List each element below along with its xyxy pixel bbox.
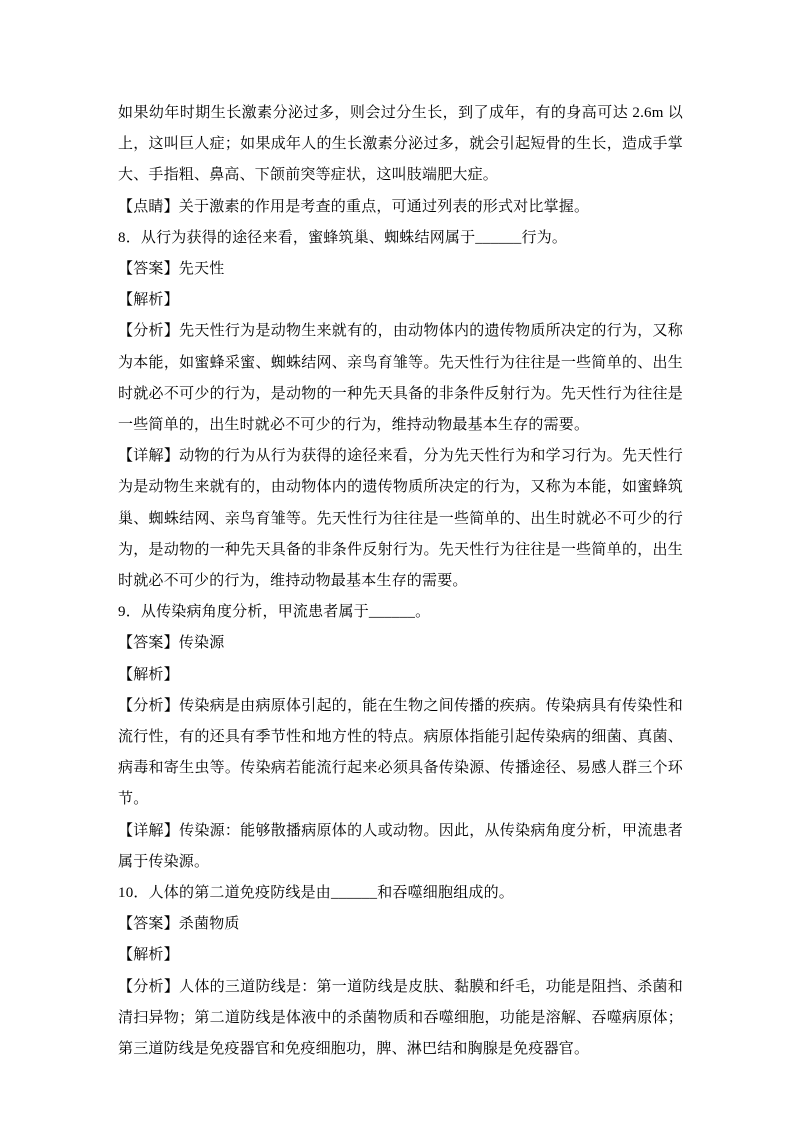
q9-answer-paragraph: 【答案】传染源: [118, 635, 225, 652]
q8-answer-paragraph: 【答案】先天性: [118, 261, 225, 278]
q8-detail-paragraph: 【详解】动物的行为从行为获得的途径来看，分为先天性行为和学习行为。先天性行为是动物生来就有的，由动物体内的遗传物质所决定的行为，又称为本能，如蜜蜂筑巢、蜘蛛结网、亲鸟育雏等。先天性行为往往是一些简单的、出生时就必不可少的行为，是动物的一种先天具备的非条件反射行为。先天性行为往往是一些简单的，出生时就必不可少的行为，维持动物最基本生存的需要。: [118, 448, 683, 590]
q8-analysis-label-paragraph: 【解析】: [118, 292, 179, 309]
q10-answer-paragraph: 【答案】杀菌物质: [118, 916, 240, 933]
q9-detail-paragraph: 【详解】传染源：能够散播病原体的人或动物。因此，从传染病角度分析，甲流患者属于传染源。: [118, 822, 683, 870]
q10-analysis-label-paragraph: 【解析】: [118, 947, 179, 964]
document-text-area: [118, 98, 683, 1065]
q8-question-paragraph: 8．从行为获得的途径来看，蜜蜂筑巢、蜘蛛结网属于______行为。: [118, 229, 568, 246]
q10-analysis-paragraph: 【分析】人体的三道防线是：第一道防线是皮肤、黏膜和纤毛，功能是阻挡、杀菌和清扫异物；第二道防线是体液中的杀菌物质和吞噬细胞，功能是溶解、吞噬病原体；第三道防线是免疫器官和免疫细胞功，脾、淋巴结和胸腺是免疫器官。: [118, 978, 683, 1058]
q7-tip-paragraph: 【点睛】关于激素的作用是考查的重点，可通过列表的形式对比掌握。: [118, 198, 590, 215]
q7-detail-continuation-paragraph: 如果幼年时期生长激素分泌过多，则会过分生长，到了成年，有的身高可达 2.6m 以上，这叫巨人症；如果成年人的生长激素分泌过多，就会引起短骨的生长，造成手掌大、手指粗、鼻高、下颌前突等症状，这叫肢端肥大症。: [118, 105, 683, 184]
q10-question-paragraph: 10．人体的第二道免疫防线是由______和吞噬细胞组成的。: [118, 885, 515, 902]
q9-analysis-label-paragraph: 【解析】: [118, 666, 179, 683]
q9-analysis-paragraph: 【分析】传染病是由病原体引起的，能在生物之间传播的疾病。传染病具有传染性和流行性，有的还具有季节性和地方性的特点。病原体指能引起传染病的细菌、真菌、病毒和寄生虫等。传染病若能流行起来必须具备传染源、传播途径、易感人群三个环节。: [118, 697, 683, 808]
q9-question-paragraph: 9．从传染病角度分析，甲流患者属于______。: [118, 604, 431, 621]
q8-analysis-paragraph: 【分析】先天性行为是动物生来就有的，由动物体内的遗传物质所决定的行为，又称为本能，如蜜蜂采蜜、蜘蛛结网、亲鸟育雏等。先天性行为往往是一些简单的、出生时就必不可少的行为，是动物的一种先天具备的非条件反射行为。先天性行为往往是一些简单的，出生时就必不可少的行为，维持动物最基本生存的需要。: [118, 323, 683, 434]
